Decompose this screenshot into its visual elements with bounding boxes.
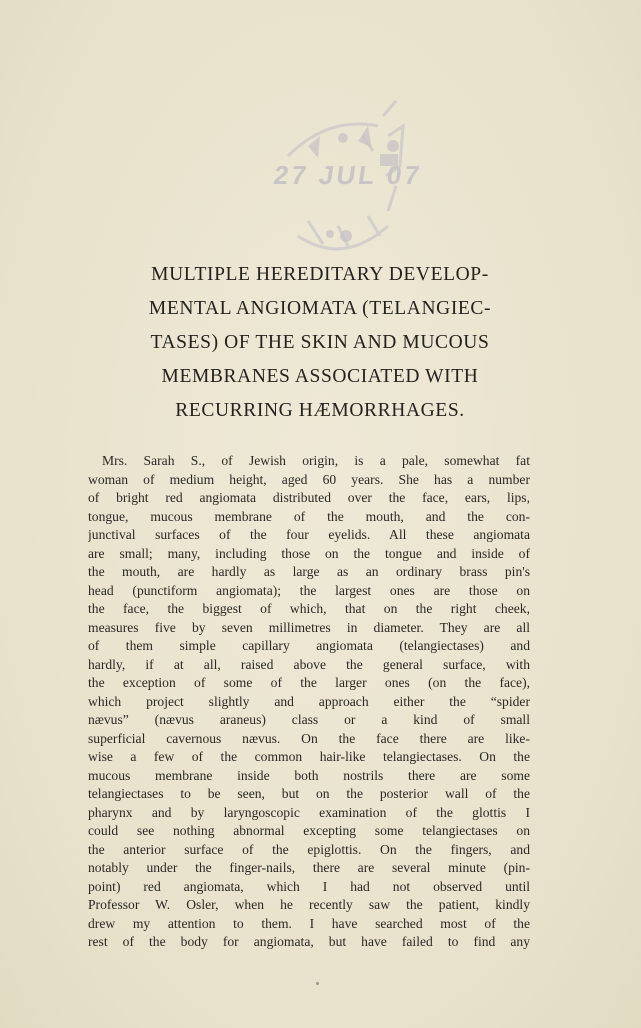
body-line: hardly, if at all, raised above the general surface, with bbox=[88, 656, 530, 672]
article-title bbox=[60, 258, 580, 428]
title-line: MEMBRANES ASSOCIATED WITH bbox=[161, 366, 479, 387]
body-line: which project slightly and approach either the “spider bbox=[88, 693, 530, 709]
title-line: RECURRING HÆMORRHAGES. bbox=[175, 400, 465, 421]
body-line: pharynx and by laryngoscopic examination of the glottis I bbox=[88, 804, 530, 820]
body-line: head (punctiform angiomata); the largest ones are those on bbox=[88, 582, 530, 598]
body-line: mucous membrane inside both nostrils there are some bbox=[88, 767, 530, 783]
body-line: could see nothing abnormal excepting some telangiectases on bbox=[88, 823, 530, 838]
body-line: drew my attention to them. I have searched most of the bbox=[88, 915, 530, 931]
body-line: junctival surfaces of the four eyelids. All these angiomata bbox=[88, 527, 530, 542]
title-line: MULTIPLE HEREDITARY DEVELOP- bbox=[151, 264, 489, 285]
paper-speck bbox=[316, 982, 319, 985]
body-line: of them simple capillary angiomata (telangiectases) and bbox=[88, 638, 530, 653]
body-line: wise a few of the common hair-like telangiectases. On the bbox=[88, 749, 530, 764]
body-line: of bright red angiomata distributed over the face, ears, lips, bbox=[88, 490, 530, 505]
body-line: woman of medium height, aged 60 years. She has a number bbox=[88, 471, 530, 487]
stamp-date: 27 JUL 07 bbox=[271, 160, 425, 190]
title-line: MENTAL ANGIOMATA (TELANGIEC- bbox=[148, 298, 492, 319]
body-line: the mouth, are hardly as large as an ordinary brass pin's bbox=[88, 564, 530, 579]
body-line: the exception of some of the larger ones (on the face), bbox=[88, 675, 530, 690]
body-line: Mrs. Sarah S., of Jewish origin, is a pale, somewhat fat bbox=[102, 453, 530, 468]
body-line: tongue, mucous membrane of the mouth, and the con- bbox=[88, 508, 530, 524]
body-line: superficial cavernous nævus. On the face there are like- bbox=[88, 730, 530, 746]
body-line: the face, the biggest of which, that on the right cheek, bbox=[88, 601, 530, 616]
body-line: measures five by seven millimetres in diameter. They are all bbox=[88, 619, 530, 635]
body-line: nævus” (nævus araneus) class or a kind of small bbox=[88, 712, 530, 727]
body-line: telangiectases to be seen, but on the posterior wall of the bbox=[88, 786, 530, 801]
body-paragraph bbox=[88, 452, 530, 952]
body-line: are small; many, including those on the tongue and inside of bbox=[88, 545, 530, 561]
body-line: point) red angiomata, which I had not observed until bbox=[88, 878, 530, 894]
title-line: TASES) OF THE SKIN AND MUCOUS bbox=[150, 332, 490, 353]
body-line: the anterior surface of the epiglottis. On the fingers, and bbox=[88, 841, 530, 857]
body-line: Professor W. Osler, when he recently saw the patient, kindly bbox=[88, 897, 530, 912]
body-line: rest of the body for angiomata, but have failed to find any bbox=[88, 934, 530, 949]
body-line: notably under the finger-nails, there are several minute (pin- bbox=[88, 860, 530, 875]
